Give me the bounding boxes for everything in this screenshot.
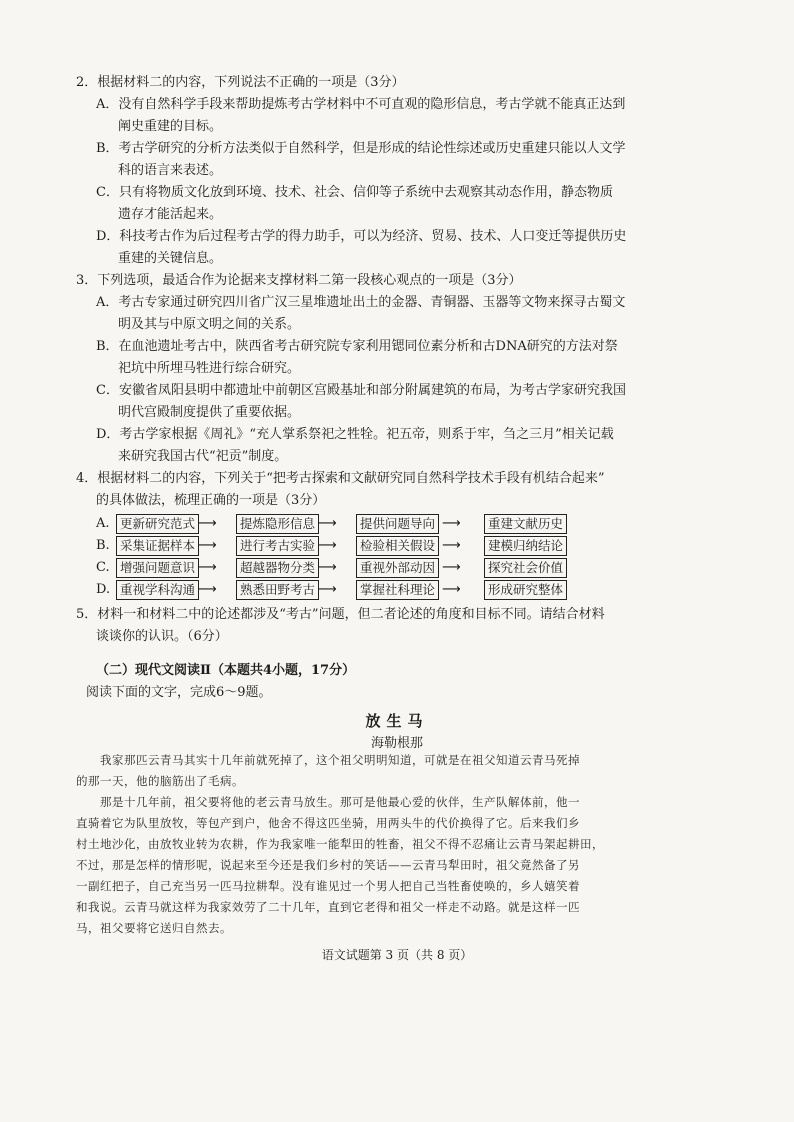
q4-step-box: 更新研究范式	[116, 514, 199, 534]
section-heading: （二）现代文阅读Ⅱ（本题共4小题，17分）	[96, 663, 356, 678]
q4-option-label: D.	[96, 582, 111, 597]
q4-step-box: 建模归纳结论	[484, 536, 567, 556]
q4-option-label: A.	[96, 516, 110, 531]
q3-option-a-cont: 明及其与中原文明之间的关系。	[118, 317, 301, 332]
q4-option-row	[96, 580, 596, 600]
q4-step-box: 超越器物分类	[236, 558, 319, 578]
q5-stem-cont: 谈谈你的认识。（6分）	[96, 629, 228, 644]
q4-step-box: 提炼隐形信息	[236, 514, 319, 534]
q5-stem: 5．材料一和材料二中的论述都涉及“考古”问题，但二者论述的角度和目标不同。请结合材料	[76, 607, 605, 622]
q2-option-c: C．只有将物质文化放到环境、技术、社会、信仰等子系统中去观察其动态作用，静态物质	[96, 185, 613, 200]
q3-option-b-cont: 祀坑中所埋马牲进行综合研究。	[118, 361, 301, 376]
q2-option-a: A．没有自然科学手段来帮助提炼考古学材料中不可直观的隐形信息，考古学就不能真正达到	[96, 97, 626, 112]
q2-option-b: B．考古学研究的分析方法类似于自然科学，但是形成的结论性综述或历史重建只能以人文学	[96, 141, 626, 156]
q4-step-box: 形成研究整体	[484, 580, 567, 600]
q4-step-box: 检验相关假设	[356, 536, 439, 556]
q4-step-box: 提供问题导向	[356, 514, 439, 534]
q4-step-box: 重建文献历史	[484, 514, 567, 534]
q4-stem: 4．根据材料二的内容，下列关于“把考古探索和文献研究同自然科学技术手段有机结合起来”	[76, 471, 605, 486]
story-line: 那是十几年前，祖父要将他的老云青马放生。那可是他最心爱的伙伴，生产队解体前，他一	[100, 795, 580, 809]
q3-stem: 3．下列选项，最适合作为论据来支撑材料二第一段核心观点的一项是（3分）	[76, 273, 522, 288]
story-line: 马，祖父要将它送归自然去。	[76, 921, 232, 935]
right-arrow-icon: ⟶	[198, 516, 217, 531]
story-author: 海勒根那	[370, 736, 423, 751]
q4-option-row	[96, 514, 596, 534]
q2-option-a-cont: 阐史重建的目标。	[118, 119, 223, 134]
q3-option-c: C．安徽省凤阳县明中都遗址中前朝区宫殿基址和部分附属建筑的布局，为考古学家研究我国	[96, 383, 626, 398]
right-arrow-icon: ⟶	[318, 560, 337, 575]
q2-option-b-cont: 科的语言来表述。	[118, 163, 223, 178]
q4-step-box: 重视外部动因	[356, 558, 439, 578]
q2-stem: 2．根据材料二的内容，下列说法不正确的一项是（3分）	[76, 75, 405, 90]
section-instruction: 阅读下面的文字，完成6～9题。	[86, 685, 272, 700]
right-arrow-icon: ⟶	[442, 538, 461, 553]
right-arrow-icon: ⟶	[198, 560, 217, 575]
q4-option-label: B.	[96, 538, 110, 553]
story-line: 我家那匹云青马其实十几年前就死掉了，这个祖父明明知道，可就是在祖父知道云青马死掉	[100, 753, 580, 767]
q4-step-box: 掌握社科理论	[356, 580, 439, 600]
right-arrow-icon: ⟶	[442, 516, 461, 531]
q4-step-box: 采集证据样本	[116, 536, 199, 556]
q4-option-row	[96, 558, 596, 578]
q4-step-box: 重视学科沟通	[116, 580, 199, 600]
page-footer: 语文试题第 3 页（共 8 页）	[321, 948, 473, 962]
q4-step-box: 探究社会价值	[484, 558, 567, 578]
story-line: 的那一天，他的脑筋出了毛病。	[76, 774, 244, 788]
q4-option-label: C.	[96, 560, 110, 575]
q4-step-box: 进行考古实验	[236, 536, 319, 556]
q4-stem-cont: 的具体做法，梳理正确的一项是（3分）	[96, 493, 326, 508]
q4-option-row	[96, 536, 596, 556]
story-line: 一副红把子，自己充当另一匹马拉耕犁。没有谁见过一个男人把自己当牲畜使唤的，乡人嬉笑着	[76, 879, 580, 893]
q3-option-d-cont: 来研究我国古代“祀贡”制度。	[118, 449, 288, 464]
q2-option-c-cont: 遗存才能活起来。	[118, 207, 223, 222]
story-title: 放生马	[365, 712, 429, 730]
right-arrow-icon: ⟶	[318, 516, 337, 531]
q3-option-b: B．在血池遗址考古中，陕西省考古研究院专家利用锶同位素分析和古DNA研究的方法对祭	[96, 339, 618, 354]
right-arrow-icon: ⟶	[198, 538, 217, 553]
story-line: 和我说。云青马就这样为我家效劳了二十几年，直到它老得和祖父一样走不动路。就是这样一匹	[76, 900, 580, 914]
right-arrow-icon: ⟶	[318, 538, 337, 553]
right-arrow-icon: ⟶	[442, 560, 461, 575]
q2-option-d-cont: 重建的关键信息。	[118, 251, 223, 266]
q4-step-box: 增强问题意识	[116, 558, 199, 578]
q3-option-a: A．考古专家通过研究四川省广汉三星堆遗址出土的金器、青铜器、玉器等文物来探寻古蜀文	[96, 295, 626, 310]
q4-step-box: 熟悉田野考古	[236, 580, 319, 600]
story-line: 不过，那是怎样的情形呢，说起来至今还是我们乡村的笑话——云青马犁田时，祖父竟然备了另	[76, 858, 580, 872]
right-arrow-icon: ⟶	[198, 582, 217, 597]
right-arrow-icon: ⟶	[318, 582, 337, 597]
story-line: 村土地沙化，由放牧业转为农耕，作为我家唯一能犁田的牲畜，祖父不得不忍痛让云青马架起耕田，	[76, 837, 604, 851]
story-line: 直骑着它为队里放牧，等包产到户，他舍不得这匹坐骑，用两头牛的代价换得了它。后来我们乡	[76, 816, 580, 830]
right-arrow-icon: ⟶	[442, 582, 461, 597]
q2-option-d: D．科技考古作为后过程考古学的得力助手，可以为经济、贸易、技术、人口变迁等提供历史	[96, 229, 627, 244]
q3-option-d: D．考古学家根据《周礼》“充人掌系祭祀之牲牷。祀五帝，则系于牢，刍之三月”相关记载	[96, 427, 614, 442]
q3-option-c-cont: 明代宫殿制度提供了重要依据。	[118, 405, 301, 420]
